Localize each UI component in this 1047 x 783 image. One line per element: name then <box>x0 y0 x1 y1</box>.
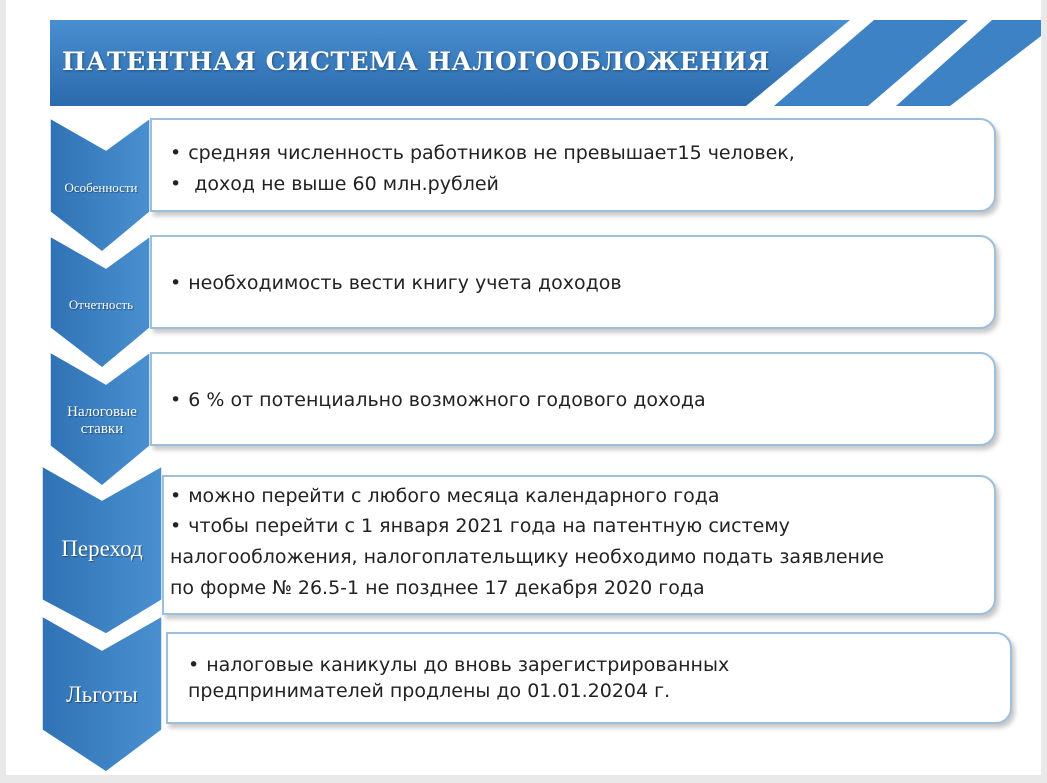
slide <box>6 0 1041 775</box>
row-box-features <box>150 118 996 212</box>
row-label-features: Особенности <box>64 180 138 195</box>
row-label-tax-rates: Налоговые ставки <box>67 404 137 438</box>
row-label-reporting: Отчетность <box>68 297 134 312</box>
list-item: • доход не выше 60 млн.рублей <box>170 169 994 200</box>
list-item: • налоговые каникулы до вновь зарегистрированных предпринимателей продлены до 01.01.20204 г. <box>188 652 888 704</box>
row-box-tax-rates <box>150 352 996 446</box>
row-box-reporting <box>150 235 996 329</box>
list-item: • 6 % от потенциально возможного годового дохода <box>170 385 994 416</box>
chevron-shape <box>6 0 166 780</box>
list-item: • средняя численность работников не превышает15 человек, <box>170 138 994 169</box>
page-title: ПАТЕНТНАЯ СИСТЕМА НАЛОГООБЛОЖЕНИЯ <box>62 47 770 76</box>
row-box-transition <box>162 475 996 615</box>
row-label-benefits: Льготы <box>66 682 138 707</box>
list-item: • чтобы перейти с 1 января 2021 года на патентную систему налогообложения, налогоплательщику необходимо подать заявление по форме № 26.5-1 не позднее 17 декабря 2020 года <box>170 511 910 604</box>
list-item: • можно перейти с любого месяца календарного года <box>170 481 994 511</box>
list-item: • необходимость вести книгу учета доходов <box>170 268 994 299</box>
row-label-transition: Переход <box>61 536 143 561</box>
row-box-benefits <box>166 632 1012 724</box>
